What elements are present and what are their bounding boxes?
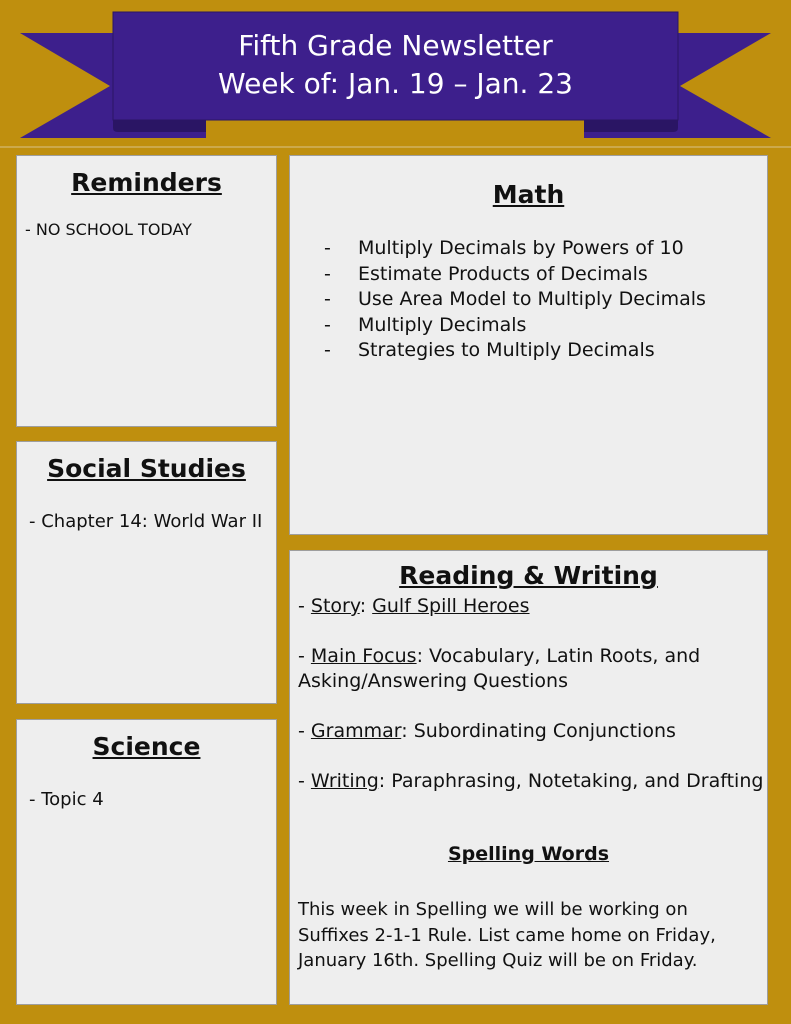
list-item: - Multiply Decimals by Powers of 10 bbox=[324, 237, 684, 259]
reminders-panel bbox=[16, 155, 277, 427]
math-panel bbox=[289, 155, 768, 535]
list-item: - Estimate Products of Decimals bbox=[324, 262, 648, 285]
social-studies-item: - Chapter 14: World War II bbox=[29, 511, 263, 532]
newsletter-title-line1: Fifth Grade Newsletter bbox=[238, 29, 553, 62]
story-label: Story bbox=[310, 595, 360, 617]
newsletter-title bbox=[113, 12, 678, 118]
reading-writing-heading: Reading & Writing bbox=[399, 561, 658, 590]
reading-writing-panel bbox=[289, 550, 768, 1005]
spelling-heading: Spelling Words bbox=[447, 843, 610, 865]
science-item: - Topic 4 bbox=[29, 789, 104, 810]
list-item: - Multiply Decimals bbox=[324, 313, 527, 336]
main-focus-label: Main Focus bbox=[310, 645, 417, 667]
list-item: - Strategies to Multiply Decimals bbox=[324, 339, 655, 361]
story-line: - Story: Gulf Spill Heroes bbox=[298, 595, 530, 617]
list-item: - Use Area Model to Multiply Decimals bbox=[324, 288, 706, 310]
math-topics-list bbox=[324, 236, 706, 364]
main-focus-line: - Main Focus: Vocabulary, Latin Roots, and Asking/Answering Questions bbox=[298, 645, 701, 692]
newsletter-week-line: Week of: Jan. 19 – Jan. 23 bbox=[218, 67, 573, 100]
reminder-item: - NO SCHOOL TODAY bbox=[25, 220, 192, 239]
spelling-text: This week in Spelling we will be working on Suffixes 2-1-1 Rule. List came home on Friday, January 16th. Spelling Quiz will be on Friday. bbox=[298, 899, 716, 971]
math-heading: Math bbox=[492, 180, 565, 209]
reminders-heading: Reminders bbox=[71, 168, 222, 197]
science-heading: Science bbox=[92, 732, 201, 761]
science-panel bbox=[16, 719, 277, 1005]
writing-line: - Writing: Paraphrasing, Notetaking, and Drafting bbox=[298, 770, 764, 792]
writing-label: Writing bbox=[310, 770, 379, 792]
social-studies-heading: Social Studies bbox=[47, 454, 246, 483]
social-studies-panel bbox=[16, 441, 277, 704]
story-title: Gulf Spill Heroes bbox=[372, 595, 530, 617]
grammar-line: - Grammar: Subordinating Conjunctions bbox=[298, 720, 676, 742]
grammar-label: Grammar bbox=[310, 720, 402, 742]
